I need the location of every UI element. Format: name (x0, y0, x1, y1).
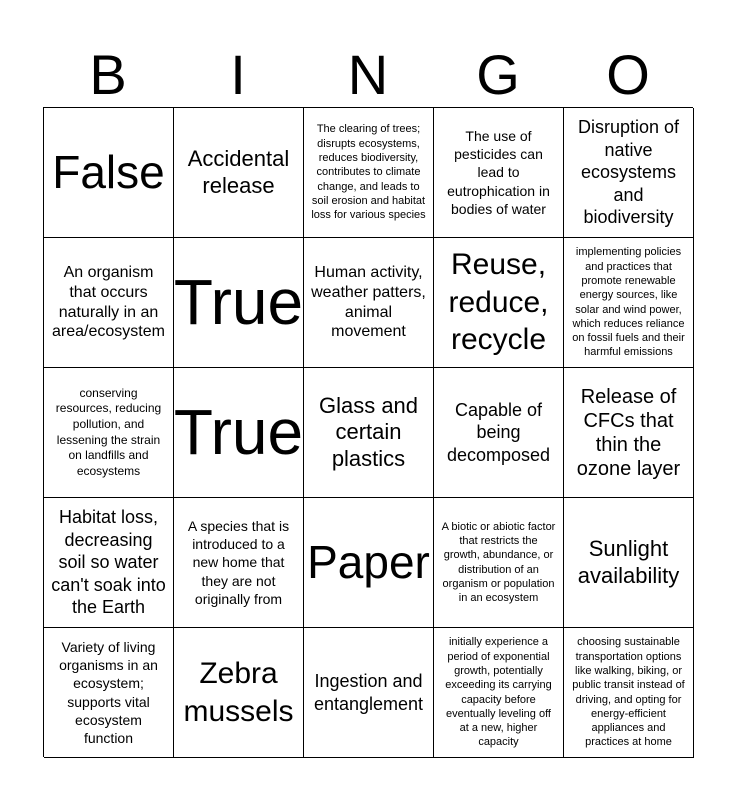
cell-text: Sunlight availability (577, 536, 680, 588)
cell-text: Habitat loss, decreasing soil so water can't soak into the Earth (51, 507, 166, 618)
bingo-cell[interactable] (174, 368, 304, 498)
bingo-cell[interactable] (564, 238, 694, 368)
bingo-cell[interactable] (434, 368, 564, 498)
bingo-cell[interactable] (174, 628, 304, 758)
cell-text: Disruption of native ecosystems and biodiversity (577, 117, 680, 228)
bingo-cell[interactable] (44, 498, 174, 628)
bingo-cell[interactable] (564, 628, 694, 758)
header-letter-o: O (606, 43, 650, 106)
cell-text: Reuse, reduce, recycle (448, 248, 549, 357)
header-letter-i: I (230, 43, 246, 106)
bingo-grid (43, 107, 693, 757)
cell-text: Human activity, weather patters, animal movement (311, 264, 426, 341)
bingo-cell[interactable] (434, 238, 564, 368)
bingo-cell[interactable] (304, 368, 434, 498)
bingo-cell[interactable] (44, 108, 174, 238)
cell-text: conserving resources, reducing pollution, and lessening the strain on landfills and ecosystems (55, 385, 162, 478)
cell-text: An organism that occurs naturally in an area/ecosystem (52, 264, 165, 341)
cell-text: False (52, 146, 165, 199)
bingo-cell[interactable] (174, 238, 304, 368)
bingo-cell[interactable] (304, 628, 434, 758)
cell-text: A species that is introduced to a new home that they are not originally from (187, 518, 290, 607)
cell-text: Zebra mussels (183, 657, 294, 728)
header-letter-g: G (476, 43, 520, 106)
bingo-cell[interactable] (174, 108, 304, 238)
bingo-cell[interactable] (434, 108, 564, 238)
bingo-cell[interactable] (434, 498, 564, 628)
bingo-cell[interactable] (304, 108, 434, 238)
bingo-cell[interactable] (44, 368, 174, 498)
bingo-cell[interactable] (44, 628, 174, 758)
cell-text: True (174, 265, 304, 338)
cell-text: Ingestion and entanglement (313, 671, 424, 714)
bingo-cell[interactable] (174, 498, 304, 628)
cell-text: initially experience a period of exponential growth, potentially exceeding its carrying capacity before eventually leveling off at a new, higher capacity (445, 636, 552, 749)
cell-text: implementing policies and practices that promote renewable energy sources, like solar and wind power, which reduces reliance on fossil fuels and their harmful emissions (572, 246, 685, 359)
cell-text: True (174, 395, 304, 468)
bingo-cell[interactable] (564, 108, 694, 238)
bingo-cell[interactable] (304, 498, 434, 628)
bingo-cell[interactable] (434, 628, 564, 758)
cell-text: Variety of living organisms in an ecosystem; supports vital ecosystem function (59, 638, 158, 746)
cell-text: Capable of being decomposed (446, 399, 551, 465)
cell-text: Accidental release (187, 146, 290, 198)
cell-text: choosing sustainable transportation options like walking, biking, or public transit instead of driving, and opting for energy-efficient appliances and practices at home (572, 636, 685, 749)
cell-text: The clearing of trees; disrupts ecosystems, reduces biodiversity, contributes to climate change, and leads to soil erosion and habitat loss for various species (311, 123, 426, 222)
header-letter-b: B (89, 43, 127, 106)
cell-text: Paper (307, 536, 430, 589)
bingo-header (43, 44, 693, 106)
bingo-cell[interactable] (44, 238, 174, 368)
cell-text: The use of pesticides can lead to eutrophication in bodies of water (447, 128, 550, 217)
cell-text: A biotic or abiotic factor that restricts the growth, abundance, or distribution of an organism or population in an ecosystem (441, 520, 556, 605)
cell-text: Glass and certain plastics (318, 392, 419, 471)
bingo-cell[interactable] (564, 498, 694, 628)
bingo-cell[interactable] (304, 238, 434, 368)
cell-text: Release of CFCs that thin the ozone layer (576, 385, 681, 480)
bingo-cell[interactable] (564, 368, 694, 498)
header-letter-n: N (347, 43, 389, 106)
